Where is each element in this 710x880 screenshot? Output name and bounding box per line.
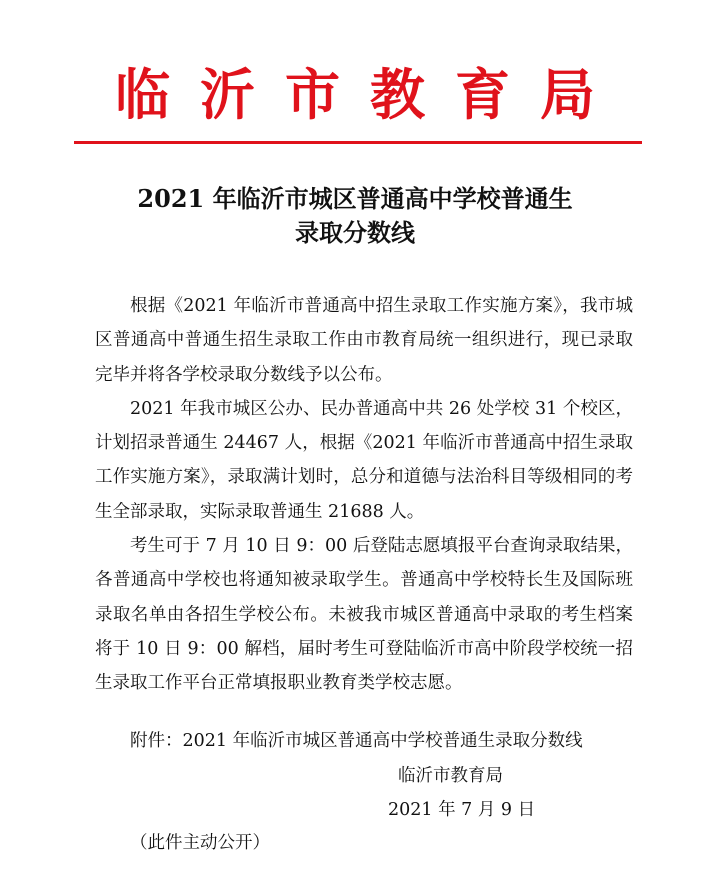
document-body bbox=[95, 289, 633, 701]
document-title-line-2: 录取分数线 bbox=[295, 218, 415, 247]
body-paragraph-3: 考生可于 7 月 10 日 9：00 后登陆志愿填报平台查询录取结果，各普通高中学校也将通知被录取学生。普通高中学校特长生及国际班录取名单由各招生学校公布。未被我市城区普通高中录取的考生档案将于 10 日 9：00 解档，届时考生可登陆临沂市高中阶段学校统一招生录取工作平台正常填报职业教育类学校志愿。 bbox=[95, 536, 633, 694]
body-paragraph-1: 根据《2021 年临沂市普通高中招生录取工作实施方案》，我市城区普通高中普通生招生录取工作由市教育局统一组织进行，现已录取完毕并将各学校录取分数线予以公布。 bbox=[95, 296, 633, 385]
signature-date: 2021 年 7 月 9 日 bbox=[388, 800, 536, 820]
attachment-line: 附件：2021 年临沂市城区普通高中学校普通生录取分数线 bbox=[130, 731, 583, 751]
signature-issuer: 临沂市教育局 bbox=[398, 766, 503, 786]
disclosure-note: （此件主动公开） bbox=[130, 833, 270, 853]
agency-header-title: 临沂市教育局 bbox=[114, 62, 625, 127]
header-red-rule bbox=[74, 141, 642, 144]
document-title-line-1: 2021 年临沂市城区普通高中学校普通生 bbox=[137, 184, 573, 213]
body-paragraph-2: 2021 年我市城区公办、民办普通高中共 26 处学校 31 个校区，计划招录普通生 24467 人，根据《2021 年临沂市普通高中招生录取工作实施方案》，录取满计划时，总分和道德与法治科目等级相同的考生全部录取，实际录取普通生 21688 人。 bbox=[95, 398, 633, 522]
